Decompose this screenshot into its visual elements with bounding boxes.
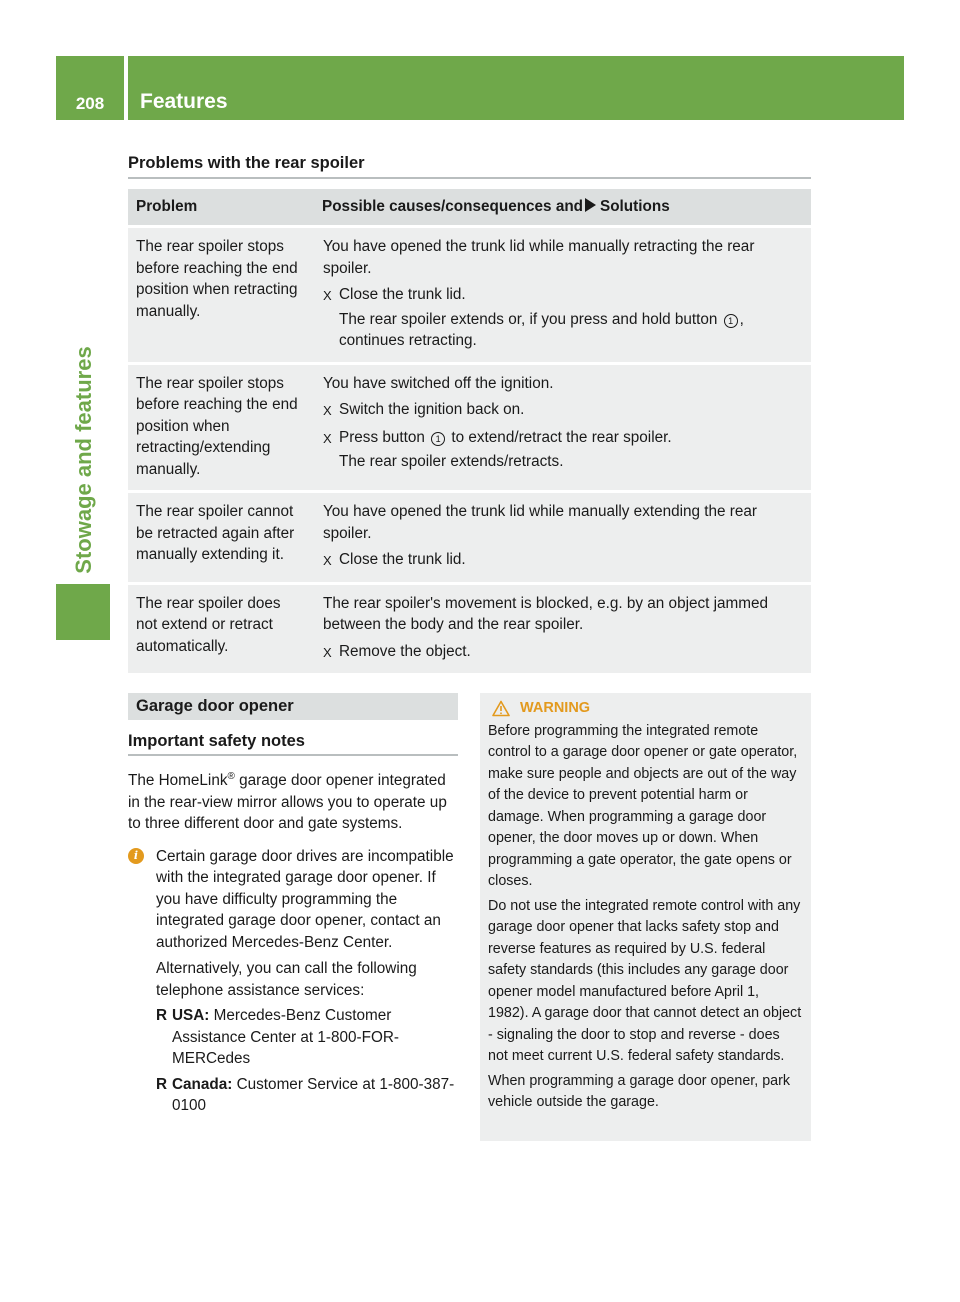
cause-text: You have opened the trunk lid while manually extending the rear spoiler. [323,503,757,542]
solution-cell [314,365,811,491]
step-item [323,399,803,422]
step-text: Close the trunk lid. [339,286,466,303]
info-note-body [156,846,460,1117]
info-text: Certain garage door drives are incompatible with the integrated garage door opener. If you have difficulty programming the integrated garage door opener, contact an authorized Mercedes-Benz Center. [156,847,454,951]
warning-header [488,698,803,720]
step-text: Switch the ignition back on. [339,401,525,418]
step-result [339,309,803,352]
page-title: Features [140,90,228,113]
side-section-label: Stowage and features [71,346,96,574]
table-row [128,228,811,362]
spoiler-problems-table [128,186,811,676]
step-text-part: Press button [339,428,425,446]
warning-paragraph: When programming a garage door opener, park vehicle outside the garage. [488,1072,791,1110]
bullet-icon: R [156,1075,168,1093]
garage-body [128,766,460,1117]
cause-text: The rear spoiler's movement is blocked, e.g. by an object jammed between the body and the rear spoiler. [323,594,769,633]
page-number: 208 [75,94,105,113]
side-section-marker [56,584,110,640]
column-header-solutions-suffix: Solutions [600,198,670,215]
table-header-row [128,189,811,225]
step-marker-icon: X [323,644,332,660]
info-note [128,846,460,1117]
step-text [339,427,672,449]
list-item [156,1005,460,1070]
contact-usa [172,1005,460,1070]
column-header-solutions-prefix: Possible causes/consequences and [322,198,584,215]
solution-cell [314,493,811,582]
section-divider [128,177,811,179]
section-divider [128,754,458,756]
button-1-icon: 1 [431,432,445,446]
step-result: The rear spoiler extends/retracts. [339,453,564,470]
section-title-garage-door-opener: Garage door opener [128,693,458,720]
intro-text: The HomeLink [128,772,228,789]
step-result-text: , continues retracting. [339,310,744,349]
column-header-solutions [314,189,811,225]
step-item [323,284,803,352]
header-bar [128,56,904,120]
problem-cell: The rear spoiler does not extend or retract automatically. [128,585,314,674]
problem-cell: The rear spoiler cannot be retracted again after manually extending it. [128,493,314,582]
warning-title: WARNING [520,700,591,716]
problem-cell: The rear spoiler stops before reaching the end position when retracting/extending manually. [128,365,314,491]
solution-cell [314,585,811,674]
intro-text: garage door opener integrated in the rear-view mirror allows you to operate up to three different door and gate systems. [128,772,447,832]
table-row [128,365,811,491]
step-result-text: The rear spoiler extends or, if you press and hold button [339,310,718,328]
subheading-safety-notes: Important safety notes [128,732,305,750]
table-row [128,493,811,582]
step-item [323,641,803,664]
list-item [156,1074,460,1117]
step-marker-icon: X [323,430,332,446]
table-row [128,585,811,674]
arrow-right-icon [585,198,596,212]
cause-text: You have opened the trunk lid while manually retracting the rear spoiler. [323,238,755,277]
column-header-problem: Problem [128,189,314,225]
contact-text: Mercedes-Benz Customer Assistance Center at 1-800-FOR-MERCedes [172,1007,399,1067]
step-text-part: to extend/retract the rear spoiler. [451,428,672,446]
button-1-icon: 1 [724,314,738,328]
step-text: Remove the object. [339,642,471,660]
step-item [323,549,803,572]
solution-cell [314,228,811,362]
step-marker-icon: X [323,403,332,418]
warning-triangle-icon [492,700,510,717]
problem-cell: The rear spoiler stops before reaching the end position when retracting manually. [128,228,314,362]
intro-paragraph [128,766,460,835]
registered-mark: ® [227,771,235,782]
contact-label: USA: [172,1007,210,1024]
warning-paragraph: Do not use the integrated remote control with any garage door opener that lacks safety stop and reverse features as required by U.S. federal safety standards (this includes any garage door opener model manufactured before April 1, 1982). A garage door that cannot detect an object - signaling the door to stop and reverse - does not meet current U.S. federal safety standards. [488,897,802,1064]
warning-box [480,693,811,1141]
contact-text: Customer Service at 1-800-387-0100 [172,1075,455,1114]
contact-canada [172,1074,460,1117]
info-icon: i [128,848,144,864]
step-text: Close the trunk lid. [339,551,466,568]
bullet-icon: R [156,1007,168,1024]
cause-text: You have switched off the ignition. [323,374,554,392]
warning-paragraph: Before programming the integrated remote control to a garage door opener or gate operator, make sure people and objects are out of the way of the device to prevent potential harm or damage. When programming a garage door opener, the door moves up or down. When programming a gate operator, the gate opens or closes. [488,722,798,889]
contact-label: Canada: [172,1075,233,1093]
alternative-text: Alternatively, you can call the following telephone assistance services: [156,960,417,999]
section-title-rear-spoiler: Problems with the rear spoiler [128,154,365,172]
step-marker-icon: X [323,553,332,568]
step-item [323,427,803,473]
step-marker-icon: X [323,288,332,303]
